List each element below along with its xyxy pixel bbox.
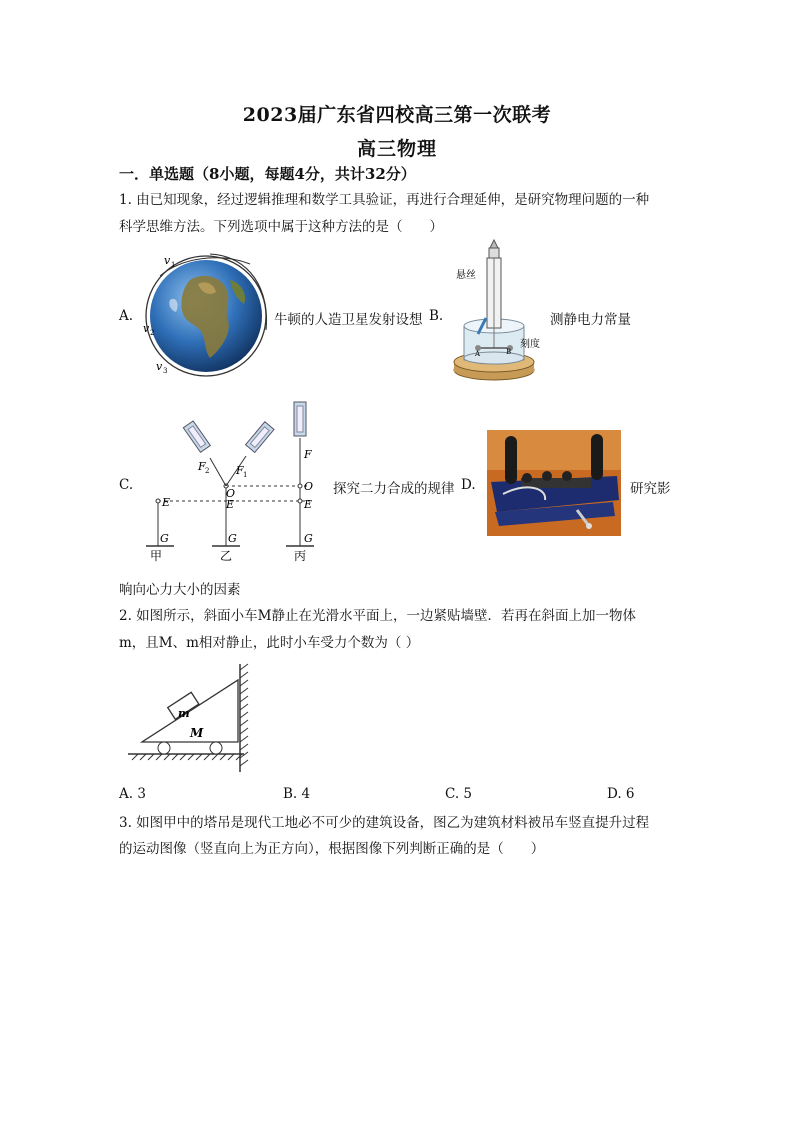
- q1-optB-text: 测静电力常量: [550, 312, 631, 328]
- torsion-balance-figure: [448, 238, 540, 388]
- satellite-earth-figure: [140, 250, 274, 378]
- svg-text:1: 1: [171, 261, 176, 269]
- svg-text:1: 1: [243, 471, 248, 479]
- svg-text:m: m: [178, 707, 190, 720]
- svg-text:F: F: [304, 448, 312, 461]
- q1-optD-prefix: D.: [461, 477, 476, 493]
- svg-text:3: 3: [163, 367, 168, 375]
- q1-optB-prefix: B.: [429, 308, 444, 324]
- svg-text:v: v: [156, 360, 163, 373]
- svg-text:悬丝: 悬丝: [456, 270, 476, 281]
- svg-text:O: O: [226, 487, 236, 500]
- q2-option-b: B. 4: [283, 786, 311, 802]
- svg-text:O: O: [304, 480, 314, 493]
- svg-text:A: A: [475, 350, 481, 358]
- svg-text:刻度: 刻度: [520, 339, 540, 350]
- svg-text:E: E: [162, 496, 171, 509]
- force-composition-figure: [140, 398, 330, 566]
- svg-text:E: E: [226, 498, 235, 511]
- centripetal-force-apparatus-figure: [487, 430, 621, 536]
- q1-line1: 1. 由已知现象，经过逻辑推理和数学工具验证，再进行合理延伸，是研究物理问题的一种: [119, 192, 650, 208]
- q1-line2: 科学思维方法。下列选项中属于这种方法的是（ ）: [119, 219, 443, 235]
- q1-optC-text: 探究二力合成的规律: [333, 481, 455, 497]
- svg-text:v: v: [164, 254, 171, 267]
- svg-text:F: F: [198, 460, 206, 473]
- svg-text:E: E: [304, 498, 313, 511]
- svg-text:2: 2: [205, 467, 210, 475]
- svg-text:丙: 丙: [294, 549, 307, 563]
- incline-cart-figure: [126, 662, 254, 774]
- q1-optD-continuation: 响向心力大小的因素: [119, 582, 241, 598]
- q2-option-a: A. 3: [119, 786, 146, 802]
- q2-line1: 2. 如图所示，斜面小车M静止在光滑水平面上，一边紧贴墙壁．若再在斜面上加一物体: [119, 608, 636, 624]
- q2-option-c: C. 5: [445, 786, 473, 802]
- section-heading: 一．单选题（8小题，每题4分，共计32分）: [119, 165, 416, 183]
- svg-text:G: G: [304, 532, 313, 545]
- q3-line2: 的运动图像（竖直向上为正方向），根据图像下列判断正确的是（ ）: [119, 841, 545, 857]
- q1-optA-text: 牛顿的人造卫星发射设想: [274, 312, 423, 328]
- q3-line1: 3. 如图甲中的塔吊是现代工地必不可少的建筑设备，图乙为建筑材料被吊车竖直提升过程: [119, 815, 650, 831]
- svg-text:F: F: [236, 464, 244, 477]
- exam-title: 2023届广东省四校高三第一次联考: [242, 104, 552, 126]
- q2-line2: m，且M、m相对静止，此时小车受力个数为（ ）: [119, 635, 420, 651]
- svg-text:v: v: [143, 322, 150, 335]
- q1-optC-prefix: C.: [119, 477, 134, 493]
- exam-subtitle: 高三物理: [356, 138, 437, 160]
- q1-optA-prefix: A.: [119, 308, 134, 324]
- q1-optD-text: 研究影: [630, 481, 671, 497]
- svg-text:乙: 乙: [220, 549, 233, 563]
- svg-text:G: G: [160, 532, 169, 545]
- svg-text:M: M: [190, 726, 204, 740]
- svg-text:B: B: [506, 348, 512, 356]
- svg-text:G: G: [228, 532, 237, 545]
- svg-text:甲: 甲: [150, 549, 163, 563]
- svg-text:2: 2: [150, 329, 155, 337]
- q2-option-d: D. 6: [607, 786, 635, 802]
